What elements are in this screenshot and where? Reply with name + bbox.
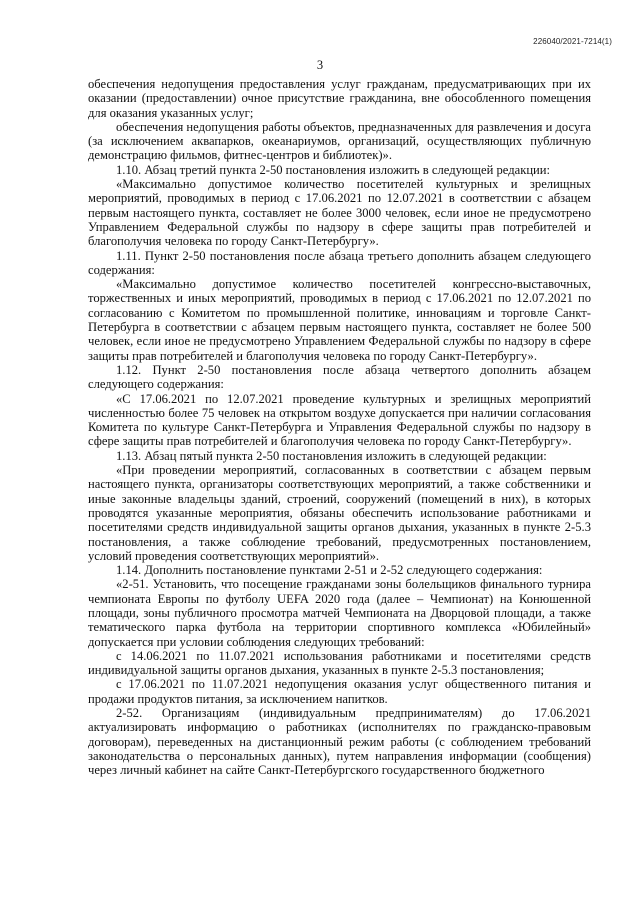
paragraph: 2-52. Организациям (индивидуальным предпринимателям) до 17.06.2021 актуализировать информацию о работниках (исполнителях по гражданско-правовым договорам), переведенных на дистанционный режим работы (с соблюдением требований законодательства о персональных данных), путем направления информации (сообщения) через личный кабинет на сайте Санкт-Петербургского государственного бюджетного: [88, 706, 591, 778]
paragraph: обеспечения недопущения работы объектов, предназначенных для развлечения и досуга (за исключением аквапарков, океанариумов, организаций, осуществляющих публичную демонстрацию фильмов, фитнес-центров и библиотек)».: [88, 119, 591, 163]
paragraph: 1.14. Дополнить постановление пунктами 2-51 и 2-52 следующего содержания:: [116, 563, 543, 578]
paragraph: с 17.06.2021 по 11.07.2021 недопущения оказания услуг общественного питания и продажи продуктов питания, за исключением напитков.: [88, 677, 591, 706]
paragraph: обеспечения недопущения предоставления услуг гражданам, предусматривающих при их оказании (предоставлении) очное присутствие гражданина, вне обособленного помещения для оказания указанных услуг;: [88, 77, 591, 120]
paragraph: «Максимально допустимое количество посетителей конгрессно-выставочных, торжественных и иных мероприятий, проводимых в период с 17.06.2021 по 12.07.2021 по согласованию с Комитетом по промышленной политике, инновациям и торговле Санкт-Петербурга в соответствии с абзацем первым настоящего пункта, составляет не более 500 человек, если иное не предусмотрено Управлением Федеральной службы по надзору в сфере защиты прав потребителей и благополучия человека по городу Санкт-Петербургу».: [88, 277, 591, 363]
paragraph: с 14.06.2021 по 11.07.2021 использования работниками и посетителями средств индивидуальной защиты органов дыхания, указанных в пункте 2-5.3 постановления;: [88, 648, 591, 678]
paragraph: 1.10. Абзац третий пункта 2-50 постановления изложить в следующей редакции:: [116, 162, 551, 177]
paragraph: «2-51. Установить, что посещение гражданами зоны болельщиков финального турнира чемпионата Европы по футболу UEFA 2020 года (далее – Чемпионат) на Конюшенной площади, зоны публичного просмотра матчей Чемпионата на Дворцовой площади, а также тематического парка футбола на территории спортивного комплекса «Юбилейный» допускается при условии соблюдения следующих требований:: [88, 577, 591, 649]
paragraph: «При проведении мероприятий, согласованных в соответствии с абзацем первым настоящего пункта, организаторы соответствующих мероприятий, а также собственники и иные законные владельцы зданий, строений, сооружений (помещений в них), в которых проводятся указанные мероприятия, обязаны обеспечить использование работниками и посетителями средств индивидуальной защиты органов дыхания, указанных в пункте 2-5.3 постановления, а также соблюдение требований, предусмотренных постановлением, условий проведения соответствующих мероприятий».: [88, 463, 591, 563]
paragraph: 1.11. Пункт 2-50 постановления после абзаца третьего дополнить абзацем следующего содержания:: [88, 248, 591, 277]
paragraph: «С 17.06.2021 по 12.07.2021 проведение культурных и зрелищных мероприятий численностью более 75 человек на открытом воздухе допускается при наличии согласования Комитета по культуре Санкт-Петербурга и Управления Федеральной службы по надзору в сфере защиты прав потребителей и благополучия человека по городу Санкт-Петербургу».: [88, 391, 591, 449]
paragraph: 1.13. Абзац пятый пункта 2-50 постановления изложить в следующей редакции:: [116, 448, 547, 463]
document-number: 226040/2021-7214(1): [533, 37, 612, 46]
document-body: [88, 77, 591, 778]
paragraph: «Максимально допустимое количество посетителей культурных и зрелищных мероприятий, проводимых в период с 17.06.2021 по 12.07.2021 в соответствии с абзацем первым настоящего пункта, составляет не более 3000 человек, если иное не предусмотрено Управлением Федеральной службы по надзору в сфере защиты прав потребителей и благополучия человека по городу Санкт-Петербургу».: [88, 177, 591, 249]
paragraph: 1.12. Пункт 2-50 постановления после абзаца четвертого дополнить абзацем следующего содержания:: [88, 362, 591, 392]
page-number: 3: [316, 58, 324, 72]
